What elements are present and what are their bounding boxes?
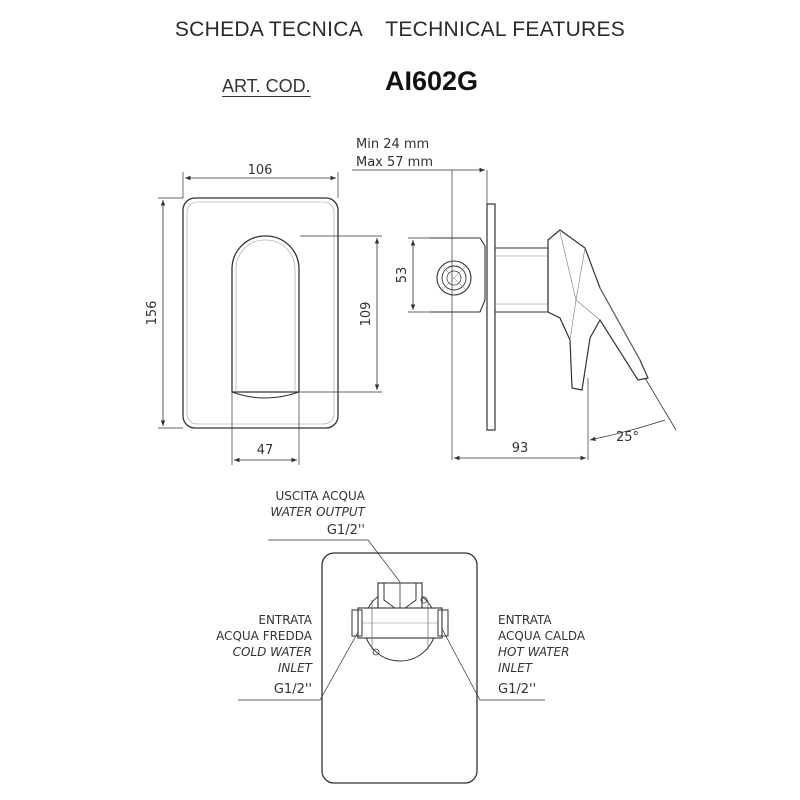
lever-outline (232, 236, 299, 392)
outlet-leader (268, 540, 400, 582)
hot-label-en2: INLET (498, 661, 533, 675)
outlet-label-en: WATER OUTPUT (270, 505, 365, 519)
cartridge-sleeve (495, 248, 548, 312)
lever-handle-side (548, 230, 648, 390)
cover-plate-outline (183, 198, 338, 428)
cold-label-en1: COLD WATER (232, 645, 312, 659)
dim-angle: 25° (616, 430, 640, 445)
dim-depth-min: Min 24 mm (356, 137, 430, 152)
outlet-label-it: USCITA ACQUA (275, 489, 365, 503)
dim-plate-width: 106 (247, 163, 273, 178)
title-italian: SCHEDA TECNICA (174, 18, 364, 41)
cold-label-en2: INLET (277, 661, 312, 675)
dim-body-height: 53 (395, 266, 410, 284)
dim-projection: 93 (511, 441, 529, 456)
side-view (352, 170, 676, 460)
cold-label-it2: ACQUA FREDDA (216, 629, 312, 643)
dim-lever-height: 109 (359, 301, 374, 327)
dim-lever-width: 47 (256, 443, 274, 458)
valve-body (430, 238, 485, 312)
hot-label-en1: HOT WATER (498, 645, 570, 659)
article-code-label: ART. COD. (222, 76, 311, 96)
front-view (158, 172, 382, 465)
article-code: AI602G (385, 66, 479, 96)
dim-depth-max: Max 57 mm (356, 155, 434, 170)
hot-thread: G1/2'' (498, 682, 537, 697)
cold-thread: G1/2'' (273, 682, 312, 697)
cold-label-it1: ENTRATA (258, 613, 312, 627)
title-english: TECHNICAL FEATURES (385, 18, 626, 41)
cover-plate-edge (487, 204, 495, 430)
hot-label-it1: ENTRATA (498, 613, 552, 627)
cover-plate-inner (187, 202, 334, 424)
outlet-thread: G1/2'' (326, 523, 365, 538)
dim-plate-height: 156 (145, 300, 160, 326)
hot-label-it2: ACQUA CALDA (498, 629, 586, 643)
lever-inner (236, 240, 295, 392)
lever-base (232, 392, 299, 398)
